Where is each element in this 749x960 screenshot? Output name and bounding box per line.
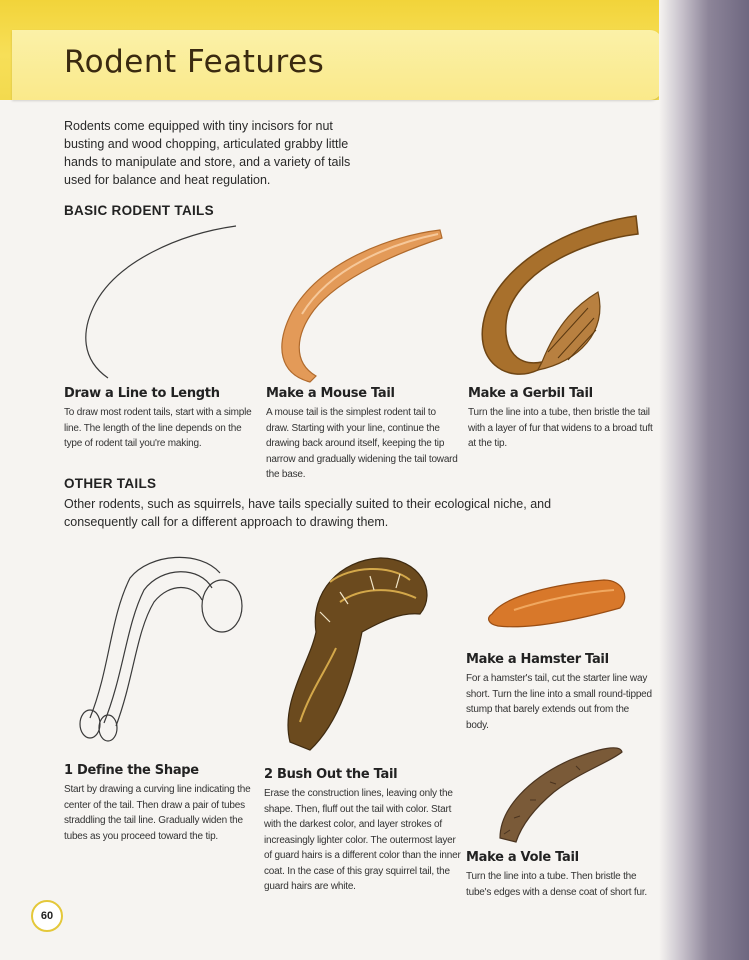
step-text: To draw most rodent tails, start with a simple line. The length of the line depends on the type of rodent tail you're making. (64, 407, 252, 449)
step-text: Turn the line into a tube, then bristle the tail with a layer of fur that widens to a broad tuft at the tip. (468, 407, 653, 449)
step-vole-tail (466, 850, 652, 900)
step-text: Turn the line into a tube. Then bristle the tube's edges with a dense coat of short fur. (466, 871, 648, 898)
step-title: Make a Vole Tail (466, 850, 579, 865)
step-draw-line (64, 386, 254, 452)
step-title: 2 Bush Out the Tail (264, 767, 398, 782)
step-title: Make a Gerbil Tail (468, 386, 593, 401)
squirrel-outline-illustration (70, 548, 250, 748)
other-tails-heading: OTHER TAILS (64, 476, 157, 491)
intro-paragraph: Rodents come equipped with tiny incisors for nut busting and wood chopping, articulated grabby little hands to manipulate and store, and a variety of tails used for balance and heat regulation. (64, 119, 351, 187)
line-tail-illustration (78, 222, 248, 382)
page-title: Rodent Features (64, 44, 325, 80)
hamster-tail-illustration (484, 574, 634, 634)
basic-tails-heading: BASIC RODENT TAILS (64, 203, 214, 218)
step-text: For a hamster's tail, cut the starter line way short. Turn the line into a small round-tipped stump that barely extends out from the body. (466, 673, 652, 731)
step-text: Start by drawing a curving line indicating the center of the tail. Then draw a pair of tubes straddling the tail line. Gradually widen the tubes as you proceed toward the tip. (64, 784, 251, 842)
step-title: Make a Mouse Tail (266, 386, 395, 401)
step-text: A mouse tail is the simplest rodent tail to draw. Starting with your line, continue the drawing back around itself, keeping the tip narrow and gradually widening the tail toward the base. (266, 407, 458, 480)
step-hamster-tail (466, 652, 652, 733)
step-text: Erase the construction lines, leaving only the shape. Then, fluff out the tail with color. Start with the darkest color, and layer strokes of increasingly lighter color. The outermost layer of guard hairs is a different color than the inner coat. In the case of this gray squirrel tail, the guard hairs are white. (264, 788, 461, 892)
step-define-shape (64, 763, 254, 844)
step-title: 1 Define the Shape (64, 763, 199, 778)
mouse-tail-illustration (270, 222, 450, 387)
step-title: Make a Hamster Tail (466, 652, 609, 667)
squirrel-fur-illustration (270, 552, 440, 757)
gerbil-tail-illustration (468, 212, 648, 387)
other-tails-intro: Other rodents, such as squirrels, have tails specially suited to their ecological niche, and consequently call for a different approach to drawing them. (64, 497, 552, 529)
step-gerbil-tail (468, 386, 658, 452)
step-mouse-tail (266, 386, 458, 483)
page-number: 60 (31, 900, 63, 932)
step-bush-out (264, 767, 462, 895)
vole-tail-illustration (490, 738, 630, 848)
book-spine-shadow (659, 0, 749, 960)
step-title: Draw a Line to Length (64, 386, 220, 401)
